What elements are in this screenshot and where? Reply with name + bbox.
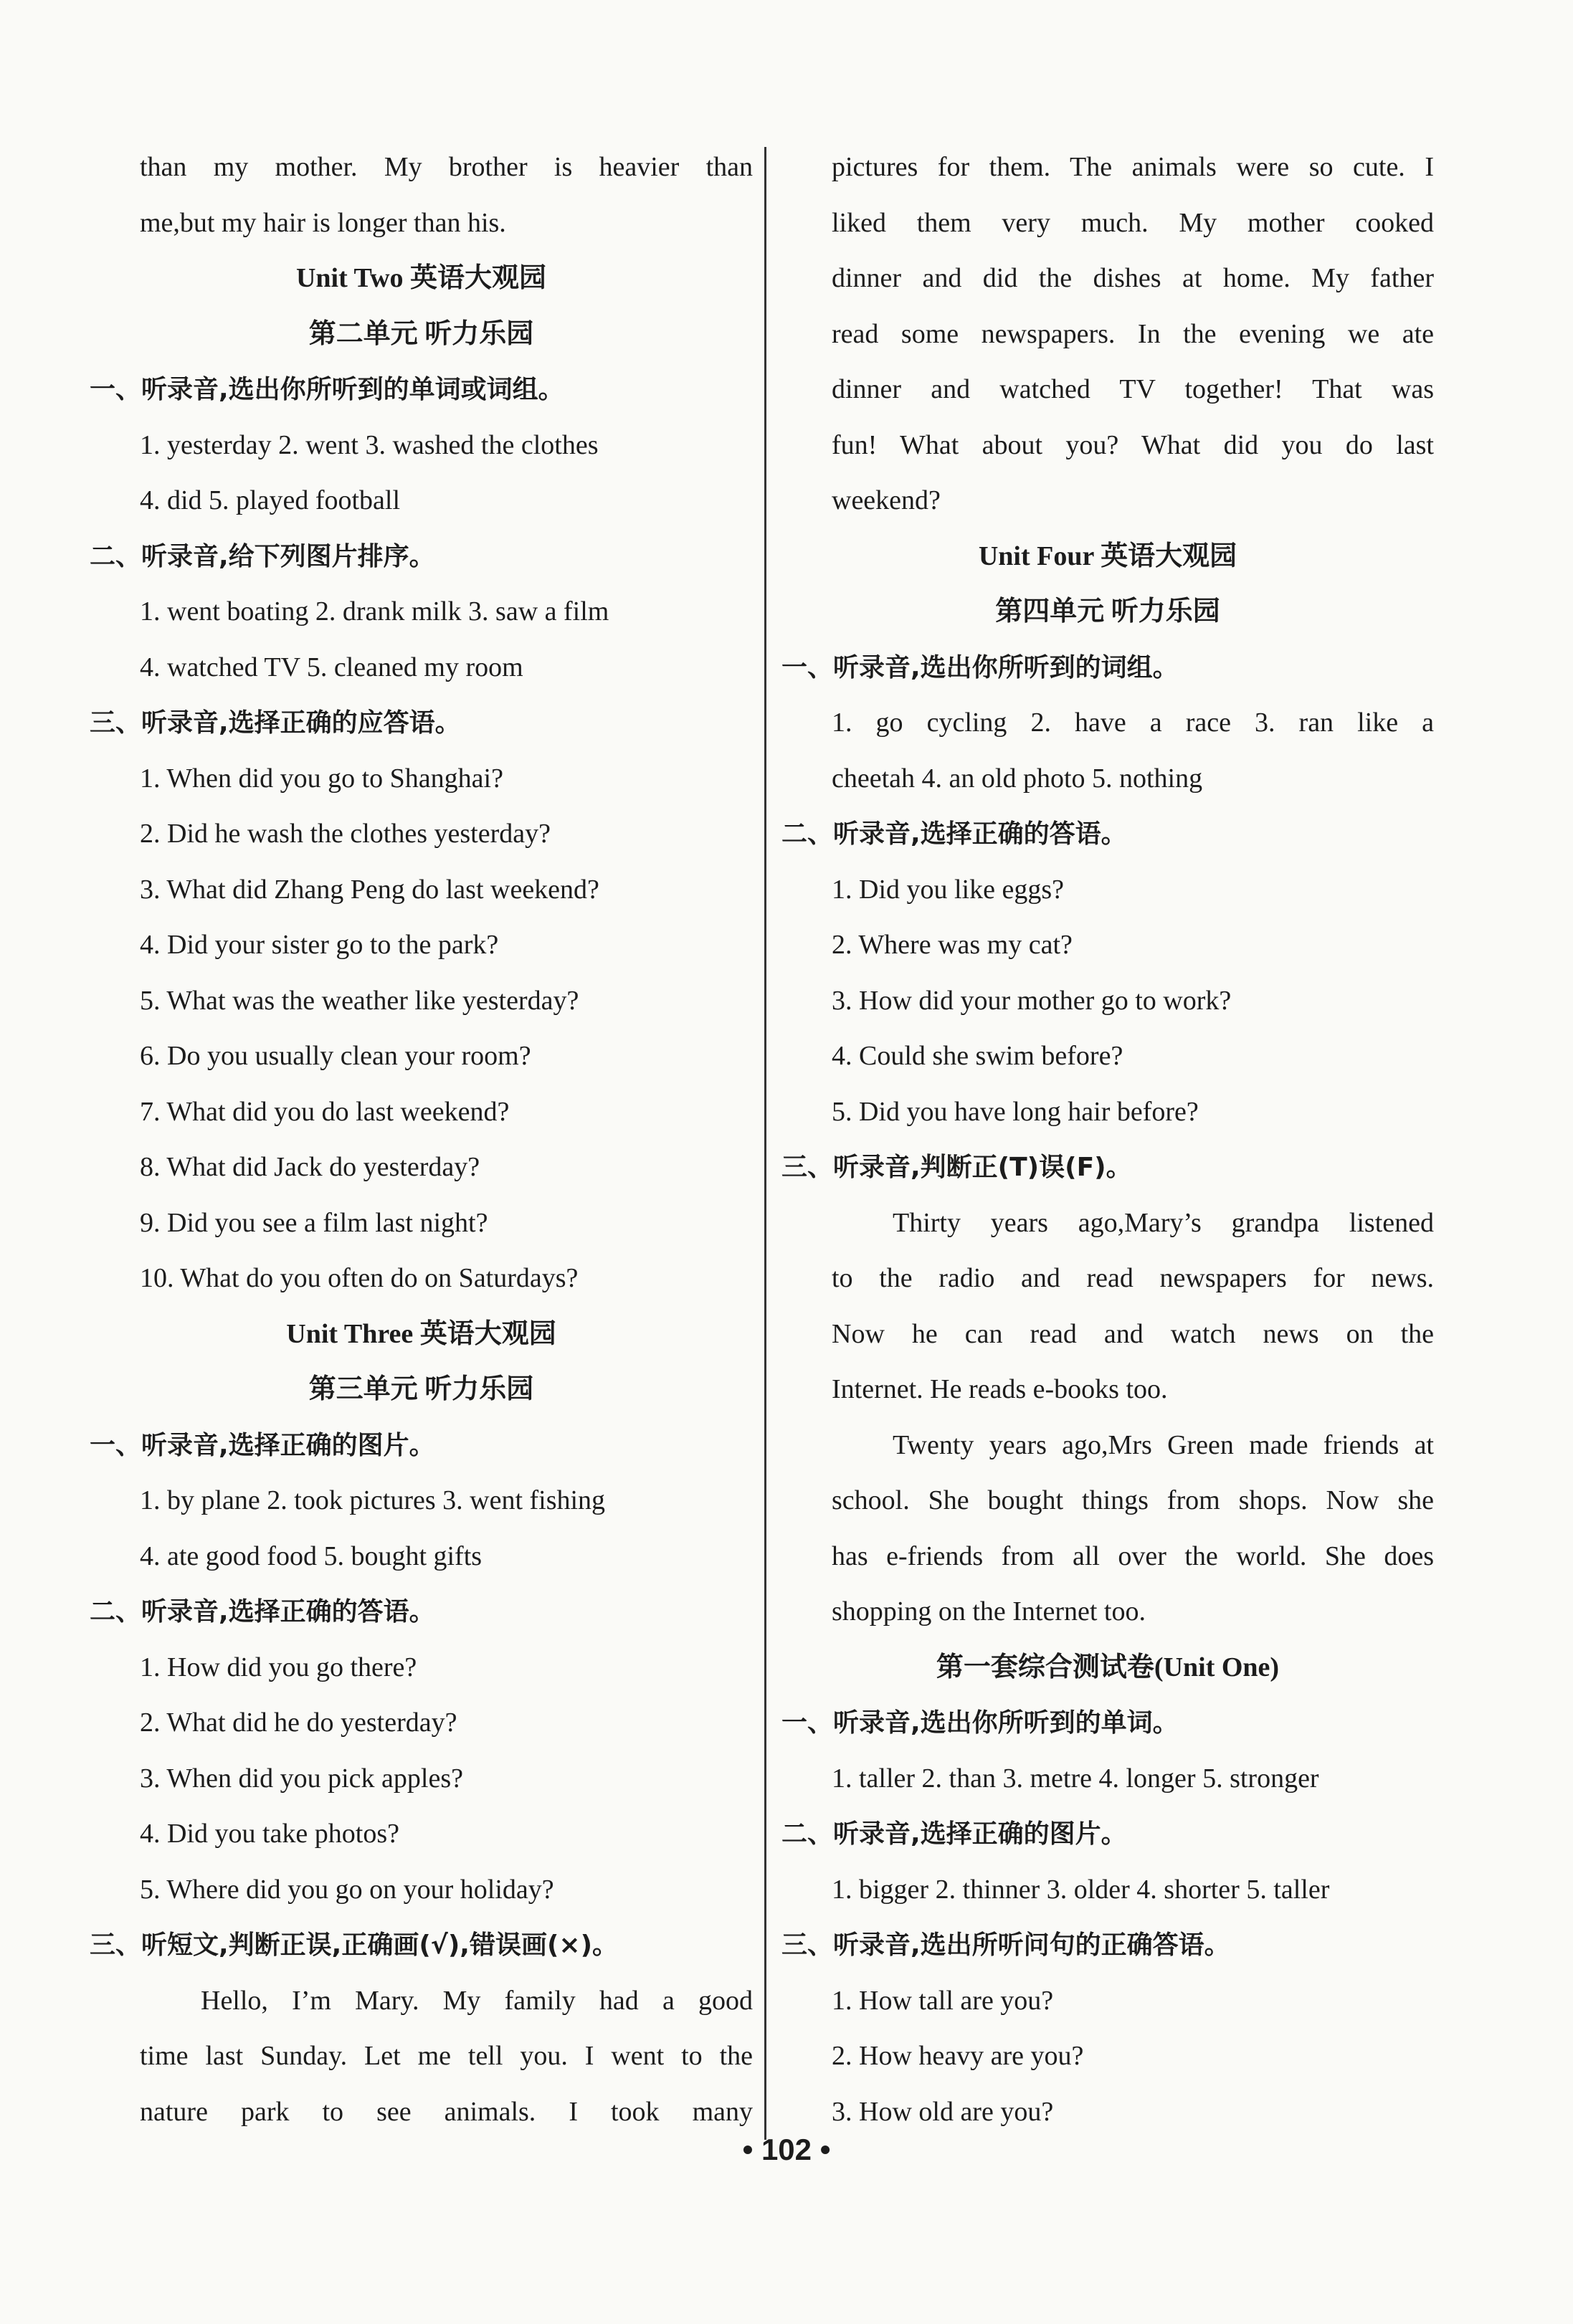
text-line: 1. When did you go to Shanghai? (140, 763, 503, 794)
text-line: time last Sunday. Let me tell you. I went to the (140, 2041, 753, 2071)
section-title: 三、听录音,选出所听问句的正确答语。 (781, 1930, 1230, 1960)
right-column (781, 140, 1434, 2140)
text-line: to the radio and read newspapers for news. (832, 1263, 1434, 1293)
text-line: 1. taller 2. than 3. metre 4. longer 5. stronger (832, 1763, 1319, 1794)
text-line: fun! What about you? What did you do last (832, 429, 1434, 460)
unit-heading: 第一套综合测试卷(Unit One) (936, 1652, 1280, 1682)
section-title: 一、听录音,选出你所听到的单词或词组。 (90, 375, 564, 404)
text-line: 5. Did you have long hair before? (832, 1096, 1199, 1127)
text-line: 3. How did your mother go to work? (832, 985, 1232, 1016)
text-line: 8. What did Jack do yesterday? (140, 1152, 480, 1182)
text-line: 1. Did you like eggs? (832, 874, 1065, 905)
text-line: 4. ate good food 5. bought gifts (140, 1540, 483, 1571)
text-line: weekend? (832, 485, 941, 515)
text-line: liked them very much. My mother cooked (832, 207, 1434, 238)
text-line: 4. Could she swim before? (832, 1041, 1123, 1071)
text-line: 2. Did he wash the clothes yesterday? (140, 819, 551, 849)
text-line: 1. How did you go there? (140, 1652, 417, 1682)
text-line: 3. When did you pick apples? (140, 1763, 463, 1794)
text-line: 7. What did you do last weekend? (140, 1096, 510, 1127)
section-title: 三、听录音,判断正(T)误(F)。 (781, 1153, 1132, 1182)
section-title: 二、听录音,选择正确的答语。 (90, 1597, 435, 1627)
unit-heading: 第四单元 听力乐园 (995, 596, 1220, 627)
text-line: 4. watched TV 5. cleaned my room (140, 652, 523, 682)
text-line: shopping on the Internet too. (832, 1596, 1146, 1627)
section-title: 一、听录音,选择正确的图片。 (90, 1430, 435, 1460)
text-line: than my mother. My brother is heavier than (140, 152, 753, 182)
text-line: 1. How tall are you? (832, 1985, 1054, 2016)
text-line: read some newspapers. In the evening we ate (832, 318, 1434, 349)
text-line: cheetah 4. an old photo 5. nothing (832, 763, 1203, 794)
text-line: 4. did 5. played football (140, 485, 401, 515)
text-line: Internet. He reads e-books too. (832, 1374, 1168, 1404)
page-number: • 102 • (742, 2133, 831, 2166)
text-line: 9. Did you see a film last night? (140, 1207, 488, 1238)
text-line: 1. yesterday 2. went 3. washed the clothes (140, 429, 599, 460)
text-line: nature park to see animals. I took many (140, 2096, 753, 2127)
section-title: 一、听录音,选出你所听到的词组。 (781, 652, 1179, 682)
unit-heading: Unit Two 英语大观园 (295, 263, 547, 293)
unit-heading: 第二单元 听力乐园 (308, 318, 534, 349)
text-line: 2. Where was my cat? (832, 930, 1073, 960)
unit-heading: Unit Three 英语大观园 (286, 1318, 556, 1349)
text-line: me,but my hair is longer than his. (140, 207, 506, 238)
text-line: 2. What did he do yesterday? (140, 1708, 457, 1738)
text-line: Hello, I’m Mary. My family had a good (201, 1985, 753, 2016)
text-line: dinner and did the dishes at home. My father (832, 263, 1434, 293)
text-line: 2. How heavy are you? (832, 2041, 1084, 2071)
text-line: 1. bigger 2. thinner 3. older 4. shorter 5. taller (832, 1874, 1330, 1905)
left-column (90, 140, 753, 2140)
text-line: 4. Did you take photos? (140, 1819, 400, 1849)
unit-heading: Unit Four 英语大观园 (978, 540, 1237, 571)
section-title: 三、听短文,判断正误,正确画(√),错误画(×)。 (90, 1930, 619, 1960)
section-title: 二、听录音,给下列图片排序。 (90, 541, 435, 571)
text-line: 1. by plane 2. took pictures 3. went fishing (140, 1485, 606, 1515)
text-line: pictures for them. The animals were so cute. I (832, 152, 1434, 182)
text-line: has e-friends from all over the world. She does (832, 1540, 1434, 1571)
text-line: 4. Did your sister go to the park? (140, 930, 499, 960)
text-line: 5. Where did you go on your holiday? (140, 1874, 554, 1905)
section-title: 一、听录音,选出你所听到的单词。 (781, 1708, 1179, 1738)
text-line: 6. Do you usually clean your room? (140, 1041, 531, 1071)
text-line: Twenty years ago,Mrs Green made friends at (893, 1429, 1434, 1460)
section-title: 二、听录音,选择正确的答语。 (781, 819, 1127, 849)
section-title: 三、听录音,选择正确的应答语。 (90, 708, 461, 738)
text-line: 1. went boating 2. drank milk 3. saw a film (140, 596, 609, 627)
column-divider (764, 147, 766, 2140)
text-line: Thirty years ago,Mary’s grandpa listened (893, 1207, 1434, 1238)
text-line: school. She bought things from shops. Now she (832, 1485, 1434, 1515)
text-line: 5. What was the weather like yesterday? (140, 985, 579, 1016)
text-line: 10. What do you often do on Saturdays? (140, 1263, 579, 1293)
section-title: 二、听录音,选择正确的图片。 (781, 1819, 1127, 1849)
text-line: 3. What did Zhang Peng do last weekend? (140, 874, 599, 905)
text-line: Now he can read and watch news on the (832, 1318, 1434, 1349)
text-line: 1. go cycling 2. have a race 3. ran like a (832, 708, 1434, 738)
unit-heading: 第三单元 听力乐园 (308, 1374, 534, 1404)
text-line: dinner and watched TV together! That was (832, 374, 1434, 404)
text-line: 3. How old are you? (832, 2096, 1054, 2127)
